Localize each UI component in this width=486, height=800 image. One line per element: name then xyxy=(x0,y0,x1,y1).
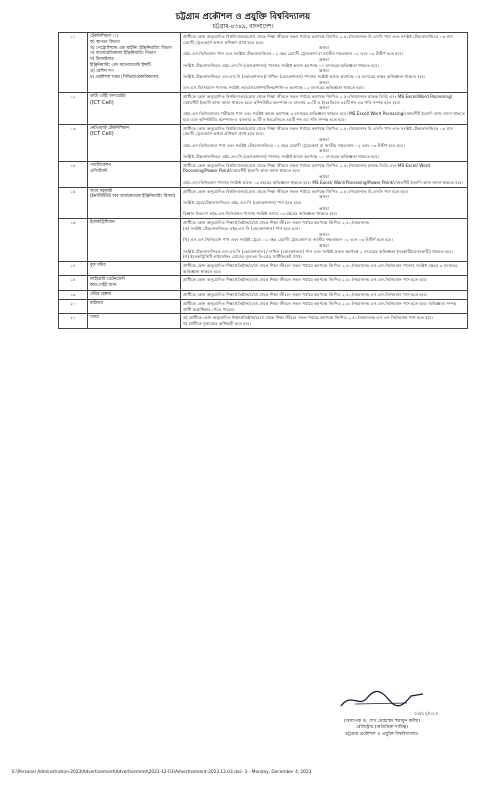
table-row xyxy=(59,314,468,328)
post-name-line: নেটওয়ার্ক টেকনিশিয়ান xyxy=(90,125,129,131)
table-row xyxy=(59,299,468,313)
table-row xyxy=(59,262,468,276)
qualification-cell xyxy=(181,276,468,291)
post-name-line: গ) বায়োমেডিক্যাল ইঞ্জিনিয়ারিং বিভাগ xyxy=(90,51,156,57)
or-separator: অথবা xyxy=(319,105,329,111)
signatory-designation: রেজিস্ট্রার (অতিরিক্ত দায়িত্ব) xyxy=(356,725,408,730)
qualification-cell xyxy=(181,219,468,262)
post-name-cell xyxy=(88,314,181,328)
qualification-line: খ) প্রার্থীকে সুস্বাস্থ্যের অধিকারী হতে হবে। xyxy=(183,320,251,326)
signature-date: ০৩/১২/০২৩ xyxy=(414,712,438,717)
qualification-line: সংশ্লিষ্ট টেকনোলজিতে এইচ.এস.সি (ভোকেশনাল) পাসসহ সংশ্লিষ্ট কাজে কমপক্ষে ০১ বৎসরের অভিজ্ঞতা থাকতে হবে। xyxy=(183,62,379,68)
post-name-cell xyxy=(88,124,181,161)
qualification-cell xyxy=(181,124,468,161)
row-number: ১৩ xyxy=(59,124,88,161)
post-name-line: লাইব্রেরি এটেনডেন্ট xyxy=(90,277,125,283)
qualification-cell xyxy=(181,161,468,187)
or-separator: অথবা xyxy=(319,194,329,200)
row-number: ১১ xyxy=(59,33,88,93)
or-separator: অথবা xyxy=(319,148,329,154)
post-name-cell xyxy=(88,219,181,262)
qualification-line: প্রার্থীকে কোন অনুমোদিত বিশ্ববিদ্যালয়/বোর্ড থেকে শিক্ষা জীবনে সকল পর্যায়ে কমপক্ষে জিপিএ ২.৫০/সমমানসহ বি.এসসি পাস হতে হবে। xyxy=(183,188,409,194)
table-row xyxy=(59,33,468,93)
university-address: চট্টগ্রাম-৪৩৪৯, বাংলাদেশ। xyxy=(212,24,274,30)
qualification-cell xyxy=(181,33,468,93)
qualification-cell xyxy=(181,314,468,328)
qualification-line: সংশ্লিষ্ট টেকনোলজিতে এস.এস.সি (ভোকেশনাল)/ দাখিল (ভোকেশনাল) পাসসহ সংশ্লিষ্ট কাজে কমপক্ষে ০৫ বৎসরের বাস্তব অভিজ্ঞতা থাকতে হবে। xyxy=(183,73,426,79)
post-name-cell xyxy=(88,33,181,93)
signatory-name: (অধ্যাপক ড. শেখ মোহাম্মদ হুমায়ুন কবির) xyxy=(343,718,421,724)
or-separator: অথবা xyxy=(319,205,329,211)
signature-block xyxy=(282,688,482,738)
qualification-cell xyxy=(181,93,468,125)
post-name-cell xyxy=(88,299,181,313)
post-name-line: খ) পেট্রোলিয়াম এন্ড মাইনিং ইঞ্জিনিয়ারিং বিভাগ xyxy=(90,45,172,51)
post-name-line: কাম-গেইট ম্যান xyxy=(90,283,117,289)
table-row xyxy=(59,187,468,219)
row-number: ২১ xyxy=(59,314,88,328)
or-separator: অথবা xyxy=(319,45,329,51)
signature-mark xyxy=(337,688,427,712)
post-name-cell xyxy=(88,187,181,219)
post-name-cell xyxy=(88,93,181,125)
qualification-cell xyxy=(181,187,468,219)
qualification-line: প্রার্থীকে কোন অনুমোদিত শিক্ষাপ্রতিষ্ঠান/বোর্ড থেকে শিক্ষা জীবনে সকল পর্যায়ে কমপক্ষে জিপিএ ২.৫০/সমমানসহ এস.এস.সি/সমমান পাস হতে হবে। xyxy=(183,277,428,283)
qualification-line: প্রার্থীকে কোন অনুমোদিত বিশ্ববিদ্যালয়/বোর্ড থেকে শিক্ষা জীবনে সকল পর্যায়ে কমপক্ষে জিপিএ ২.৫০/সমমানসহ বি.এসসি পাস এবং সংশ্লিষ্ট টেকনোলজিতে ০৬ মাস মেয়াদী ট্রেডকোর্স অথবা প্রশিক্ষণ প্রাপ্ত হতে হবে। xyxy=(183,125,453,137)
qualification-cell xyxy=(181,299,468,313)
qualification-line: প্রার্থীকে কোন অনুমোদিত শিক্ষাপ্রতিষ্ঠান/বোর্ড থেকে শিক্ষা জীবনে সকল পর্যায়ে কমপক্ষে জিপিএ ২.৫০/সমমানসহ xyxy=(183,220,370,226)
qualification-line: (গ) ইলেকট্রিসিটি লাইসেন্সিং বোর্ডের ন্যূনতম বি-গ্রেড সার্টিফিকেট প্রাপ্ত। xyxy=(183,254,302,260)
post-name-cell xyxy=(88,161,181,187)
post-name-line: পাবলিকেশন xyxy=(90,162,111,168)
qualification-line: প্রার্থীকে কোন অনুমোদিত শিক্ষাপ্রতিষ্ঠান/বোর্ড থেকে শিক্ষা জীবনে সকল পর্যায়ে কমপক্ষে জিপিএ ২.৫০/সমমানসহ এস.এস.সি/সমমান পাস হতে হবে। xyxy=(183,292,428,298)
post-name-line: ডাটা এন্ট্রি অপারেটর xyxy=(90,94,126,100)
qualification-cell xyxy=(181,291,468,300)
or-separator: অথবা xyxy=(319,231,329,237)
or-separator: অথবা xyxy=(319,79,329,85)
post-name-line: ইঞ্জিনিয়ারিং এন্ড ম্যানেজমেন্ট ইন্সটি xyxy=(90,62,151,68)
row-number: ১৪ xyxy=(59,161,88,187)
qualification-line: এইচ.এস.সি/সমমান পাসসহ সংশ্লিষ্ট কাজে ০৩ বছরের অভিজ্ঞতা থাকতে হবে। MS Excel/ Word Pocessing/Power Point/স্প্রেডশীট ইত্যাদি কাজ জানা থাকতে হবে। xyxy=(183,179,464,185)
row-number: ১৬ xyxy=(59,219,88,262)
signatory-organization: চট্টগ্রাম প্রকৌশল ও প্রযুক্তি বিশ্ববিদ্যালয়। xyxy=(345,731,419,737)
post-name-line: ল্যাব সহকারী xyxy=(90,188,113,194)
table-row xyxy=(59,124,468,161)
post-name-line: আয়া xyxy=(90,315,99,321)
post-name-line: এসিস্ট্যান্ট xyxy=(90,168,108,174)
qualification-line: এইচ.এস.সি/সমমান পাস এবং সংশ্লিষ্ট টেকনোলজিতে ০২ বছর মেয়াদী ট্রেডকোর্স বা জাতীয় দক্ষতামান ০২ এবং ০৩ উত্তীর্ণ হতে হবে। xyxy=(183,51,404,57)
qualification-line: এইচ.এস.সি/সমমানে পাস এবং সংশ্লিষ্ট টেকনোলজিতে ০২ বছর মেয়াদী ট্রেডকোর্স বা জাতীয় দক্ষতামান ০২ এবং ০৩ উত্তীর্ণ হতে হবে। xyxy=(183,142,405,148)
qualification-line: প্রার্থীকে কোন অনুমোদিত শিক্ষাপ্রতিষ্ঠান/বোর্ড থেকে শিক্ষা জীবনে সকল পর্যায়ে কমপক্ষে জিপিএ ২.৫০/সমমানসহ এস.এস.সি/সমমান পাস হতে হবে। অভিজ্ঞতা সম্পন্ন প্রার্থী অগ্রাধিকার পেতে পারেন। xyxy=(183,300,457,312)
qualification-line: ক) প্রার্থীকে কোন অনুমোদিত শিক্ষাপ্রতিষ্ঠান/বোর্ড থেকে শিক্ষা জীবনে সকল পর্যায়ে কমপক্ষে জিপিএ ২.৫০/সমমানসহ এস.এস.সি/সমমান পাস হতে হবে। xyxy=(183,315,434,321)
qualification-line: সংশ্লিষ্ট টেকনোলজিতে এস.এস.সি (ভোকেশনাল) / দাখিল (ভোকেশনাল) পাস এবং সংশ্লিষ্ট কাজে কমপক্ষে ২ বৎসরের অভিজ্ঞতা (সরকারী/বেসরকারী) থাকতে হবে। xyxy=(183,248,453,254)
post-name-line: (ইনস্টিটিউট অব আর্থকোয়েক ইঞ্জিনিয়ারিং রিসার্চ) xyxy=(90,194,176,200)
post-name-line: ক) স্থাপত্য বিভাগ xyxy=(90,39,120,45)
qualification-line: বিজ্ঞান বিভাগে এইচ.এস.সি/সমমান পাসসহ সংশ্লিষ্ট ল্যাবে ০৩ বছরের অভিজ্ঞতা থাকতে হবে। xyxy=(183,211,338,217)
table-row xyxy=(59,93,468,125)
university-title: চট্টগ্রাম প্রকৌশল ও প্রযুক্তি বিশ্ববিদ্যালয় xyxy=(175,12,311,22)
file-path-footer: E:\Personel Administration-2023\Advertisement\Advertisement\2023-12-03\Advertisement-2023.12.03.doc- 3 - Monday, December 4, 2023 xyxy=(12,770,312,775)
qualification-line: প্রার্থীকে কোন অনুমোদিত বিশ্ববিদ্যালয়/বোর্ড থেকে শিক্ষা জীবনে সকল পর্যায়ে কমপক্ষে জিপিএ ২.৫০/সমমানসহ স্নাতক ডিগ্রি এবং MS Excel/Word Pocessing/স্প্রেডশীট ইত্যাদি কাজ জানা থাকতে হবে। কম্পিউটার কম্পোজ-এ বাংলায় ৩০টি ও ইংরেজিতে ৪৫টি শব্দ এর গতি সম্পন্ন হতে হবে। xyxy=(183,94,453,105)
row-number: ১২ xyxy=(59,93,88,125)
post-name-line: ঘ) ডিজাইনার xyxy=(90,57,114,63)
or-separator: অথবা xyxy=(319,242,329,248)
or-separator: অথবা xyxy=(319,68,329,74)
requirements-table xyxy=(58,32,468,329)
post-name-line: স্টোর হেল্পার xyxy=(90,292,112,298)
row-number: ১৫ xyxy=(59,187,88,219)
table-row xyxy=(59,219,468,262)
post-name-line: টেকনিশিয়ান ঃ xyxy=(90,34,119,39)
post-name-line: (ICT Cell) xyxy=(90,99,114,106)
qualification-line: প্রার্থীকে কোন অনুমোদিত বিশ্ববিদ্যালয়/বোর্ড থেকে শিক্ষা জীবনে সকল পর্যায়ে কমপক্ষে জিপিএ ২.৫০/সমমানসহ স্নাতক ডিগ্রি এবং MS Excel/ Word Pocessing/Power Point/স্প্রেডশীট ইত্যাদি কাজ জানা থাকতে হবে। xyxy=(183,162,431,174)
or-separator: অথবা xyxy=(319,56,329,62)
qualification-line: প্রার্থীকে কোন অনুমোদিত বিশ্ববিদ্যালয়/বোর্ড থেকে শিক্ষা জীবনে সকল পর্যায়ে কমপক্ষে জিপিএ ২.৫০/সমমানসহ বি.এসসি পাস এবং সংশ্লিষ্ট টেকনোলজিতে ০৬ মাস মেয়াদী ট্রেডকোর্স অথবা প্রশিক্ষণ প্রাপ্ত হতে হবে। xyxy=(183,34,453,45)
qualification-cell xyxy=(181,262,468,276)
qualification-line: (খ) এস.এস.সি/সমমান পাস এবং সংশ্লিষ্ট ট্রেডে ০২ বছর মেয়াদী ট্রেডকোর্স বা জাতীয় দক্ষতামান ০২ এবং ০৩ উত্তীর্ণ হতে হবে। xyxy=(183,237,393,243)
qualification-line: প্রার্থীকে কোন অনুমোদিত শিক্ষাপ্রতিষ্ঠান/বোর্ড থেকে শিক্ষা জীবনে সকল পর্যায়ে কমপক্ষে জিপিএ ২.৫০/সমমানসহ এস.এস.সি/সমমান পাসসহ সংশ্লিষ্ট ক্ষেত্রে ৩ বৎসরের অভিজ্ঞতা থাকতে হবে। xyxy=(183,263,458,274)
row-number: ১৯ xyxy=(59,291,88,300)
post-name-line: ঙ) মেশিন শপ xyxy=(90,68,114,74)
qualification-line: এইচ.এস.সি/সমমানের পরীক্ষায় পাস এবং সংশ্লিষ্ট কাজে কমপক্ষে ৩ বৎসরের অভিজ্ঞতা থাকতে হবে। MS Excel/ Word Pocessing/স্প্রেডশীট ইত্যাদি কাজ জানা থাকতে হবে এবং কম্পিউটার কম্পোজ-এ বাংলায় ৩০টি ও ইংরেজিতে ৪৫টি শব্দ এর গতি সম্পন্ন হতে হবে। xyxy=(183,111,465,122)
post-name-cell xyxy=(88,262,181,276)
qualification-line: (ক) সংশ্লিষ্ট টেকনোলজিতে এইচ.এস.সি (ভোকেশনাল) পাস হতে হবে। xyxy=(183,225,300,231)
row-number: ১৮ xyxy=(59,276,88,291)
or-separator: অথবা xyxy=(319,136,329,142)
row-number: ২০ xyxy=(59,299,88,313)
table-row xyxy=(59,276,468,291)
table-row xyxy=(59,161,468,187)
row-number: ১৭ xyxy=(59,262,88,276)
post-name-cell xyxy=(88,276,181,291)
qualification-line: সংশ্লিষ্ট টেকনোলজিতে এইচ.এস.সি (ভোকেশনাল) পাসসহ সংশ্লিষ্ট কাজে কমপক্ষে ০১ বৎসরের অভিজ্ঞতা থাকতে হবে। xyxy=(183,154,379,160)
page-header xyxy=(0,12,486,31)
qualification-line: সংশ্লিষ্ট ট্রেড/টেকনোলজিতে এইচ.এস.সি (ভোকেশনাল) পাস হতে হবে। xyxy=(183,199,302,205)
or-separator: অথবা xyxy=(319,174,329,180)
post-name-cell xyxy=(88,291,181,300)
post-name-line: বাইন্ডার xyxy=(90,300,103,306)
post-name-line: ইলেকট্রিশিয়ান xyxy=(90,220,115,226)
table-row xyxy=(59,291,468,300)
qualification-line: এস.এস.সি/সমমান পাসসহ সংশ্লিষ্ট ল্যাব/ওয়ার্কশপ/ফিল্ড/শাখা-এ কমপক্ষে ১২ বৎসরের অভিজ্ঞতা থাকতে হবে। xyxy=(183,85,365,91)
post-name-line: চ) প্রকৌশল দপ্তর (সিভিল/মেকানিক্যাল) xyxy=(90,74,159,80)
post-name-line: (ICT Cell) xyxy=(90,131,114,138)
post-name-line: বুক সর্টার xyxy=(90,263,106,269)
